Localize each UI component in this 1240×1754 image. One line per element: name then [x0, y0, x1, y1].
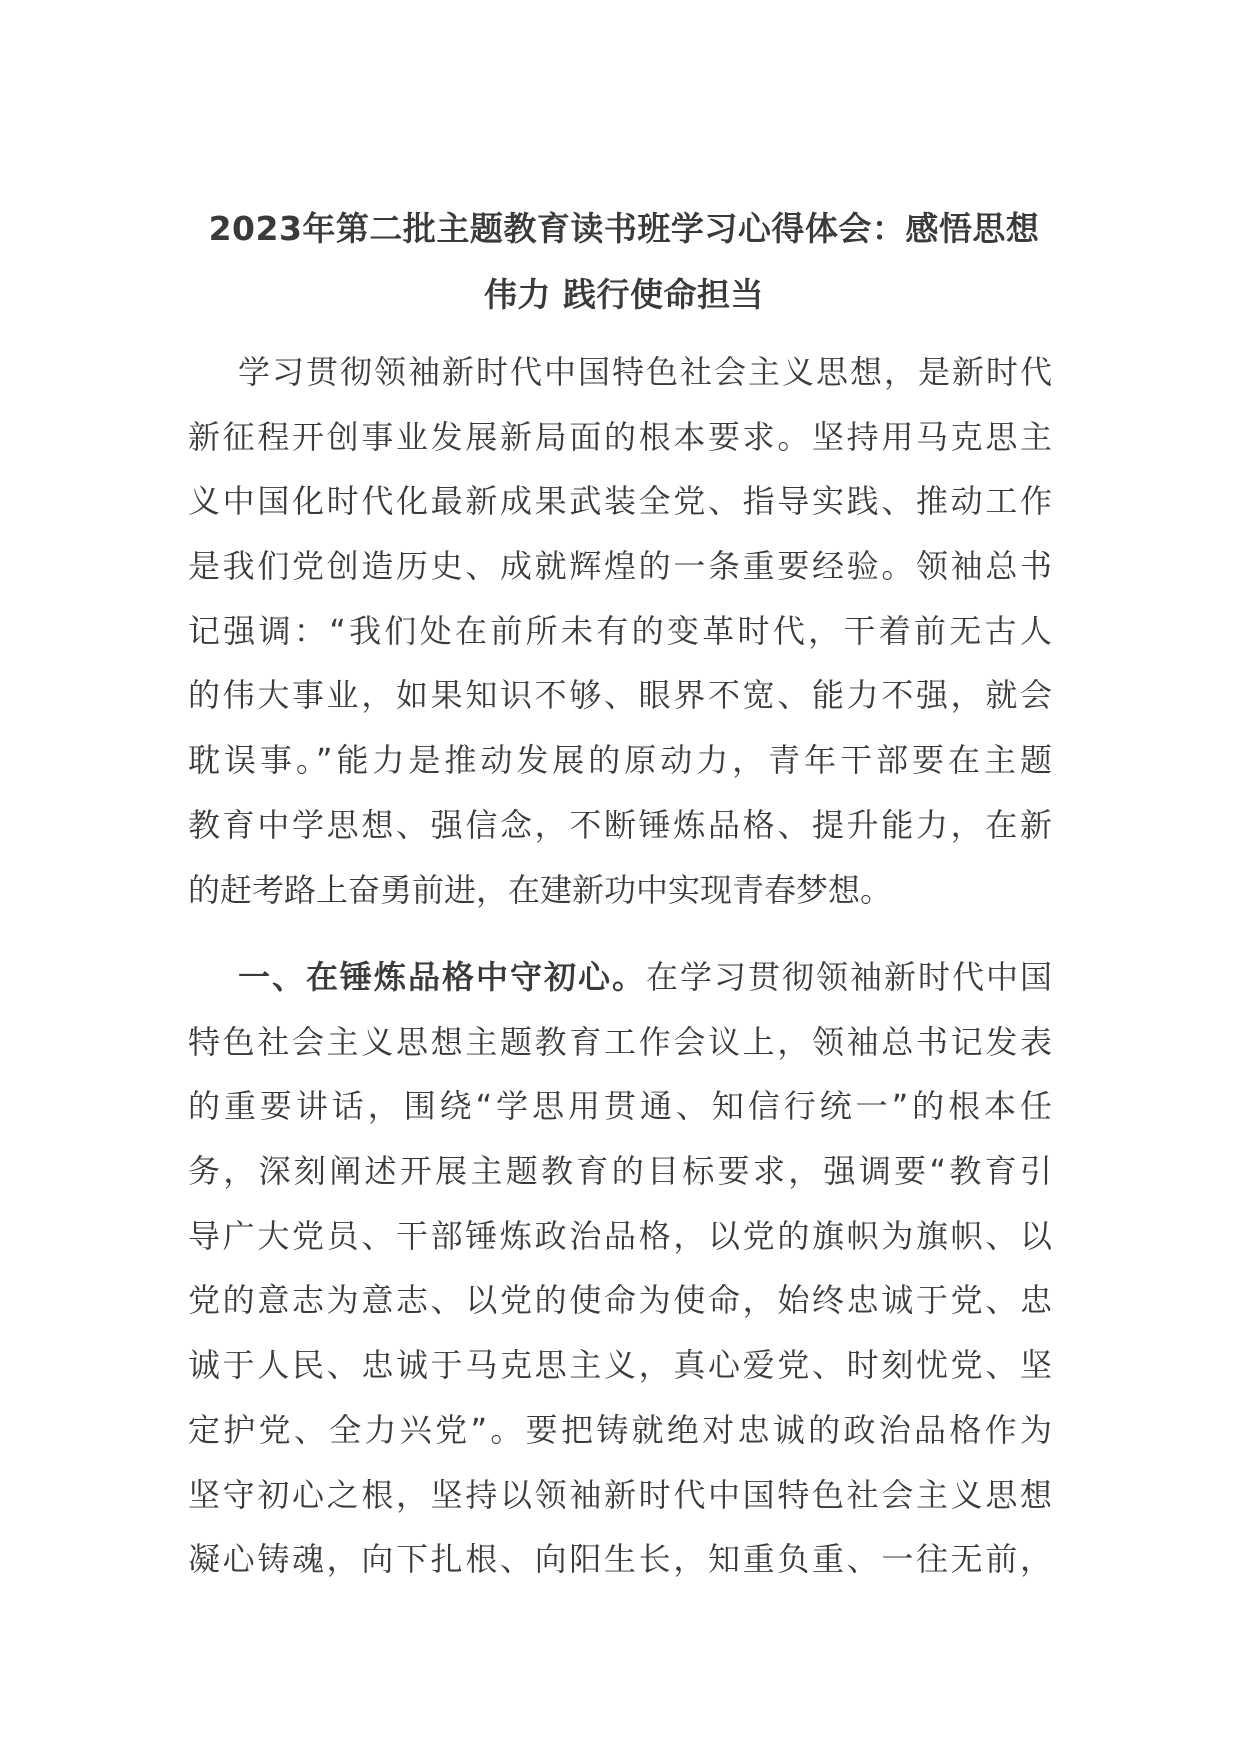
paragraph-line: 的伟大事业，如果知识不够、眼界不宽、能力不强，就会: [188, 676, 1052, 715]
paragraph-section-one: [188, 945, 1052, 1592]
paragraph-line: 导广大党员、干部锤炼政治品格，以党的旗帜为旗帜、以: [188, 1216, 1052, 1255]
paragraph-line: 特色社会主义思想主题教育工作会议上，领袖总书记发表: [188, 1022, 1052, 1061]
paragraph-text: 在学习贯彻领袖新时代中国: [645, 958, 1052, 996]
title-line: 伟力 践行使命担当: [484, 275, 764, 314]
section-heading: 一、在锤炼品格中守初心。: [238, 958, 646, 996]
paragraph-line: 新征程开创事业发展新局面的根本要求。坚持用马克思主: [188, 417, 1052, 456]
paragraph-line: 的赶考路上奋勇前进，在建新功中实现青春梦想。: [188, 870, 893, 909]
paragraph-line: 坚守初心之根，坚持以领袖新时代中国特色社会主义思想: [188, 1475, 1052, 1514]
paragraph-intro: [188, 340, 1052, 922]
paragraph-line: 记强调：“我们处在前所未有的变革时代，干着前无古人: [188, 611, 1052, 650]
document-title: [190, 196, 1058, 328]
paragraph-line: 教育中学思想、强信念，不断锤炼品格、提升能力，在新: [188, 805, 1052, 844]
title-line: 2023年第二批主题教育读书班学习心得体会：感悟思想: [208, 209, 1040, 248]
paragraph-line: 是我们党创造历史、成就辉煌的一条重要经验。领袖总书: [188, 547, 1052, 586]
paragraph-line: 党的意志为意志、以党的使命为使命，始终忠诚于党、忠: [188, 1281, 1052, 1320]
paragraph-line: 务，深刻阐述开展主题教育的目标要求，强调要“教育引: [188, 1152, 1052, 1191]
paragraph-line-with-heading: [188, 945, 1052, 1010]
paragraph-line: 学习贯彻领袖新时代中国特色社会主义思想，是新时代: [238, 353, 1052, 391]
paragraph-line: 凝心铸魂，向下扎根、向阳生长，知重负重、一往无前，: [188, 1540, 1052, 1579]
paragraph-line: 耽误事。”能力是推动发展的原动力，青年干部要在主题: [188, 741, 1052, 780]
paragraph-line: 诚于人民、忠诚于马克思主义，真心爱党、时刻忧党、坚: [188, 1346, 1052, 1385]
paragraph-line: 的重要讲话，围绕“学思用贯通、知信行统一”的根本任: [188, 1087, 1052, 1126]
paragraph-line: 定护党、全力兴党”。要把铸就绝对忠诚的政治品格作为: [188, 1410, 1052, 1449]
paragraph-line: 义中国化时代化最新成果武装全党、指导实践、推动工作: [188, 482, 1052, 521]
